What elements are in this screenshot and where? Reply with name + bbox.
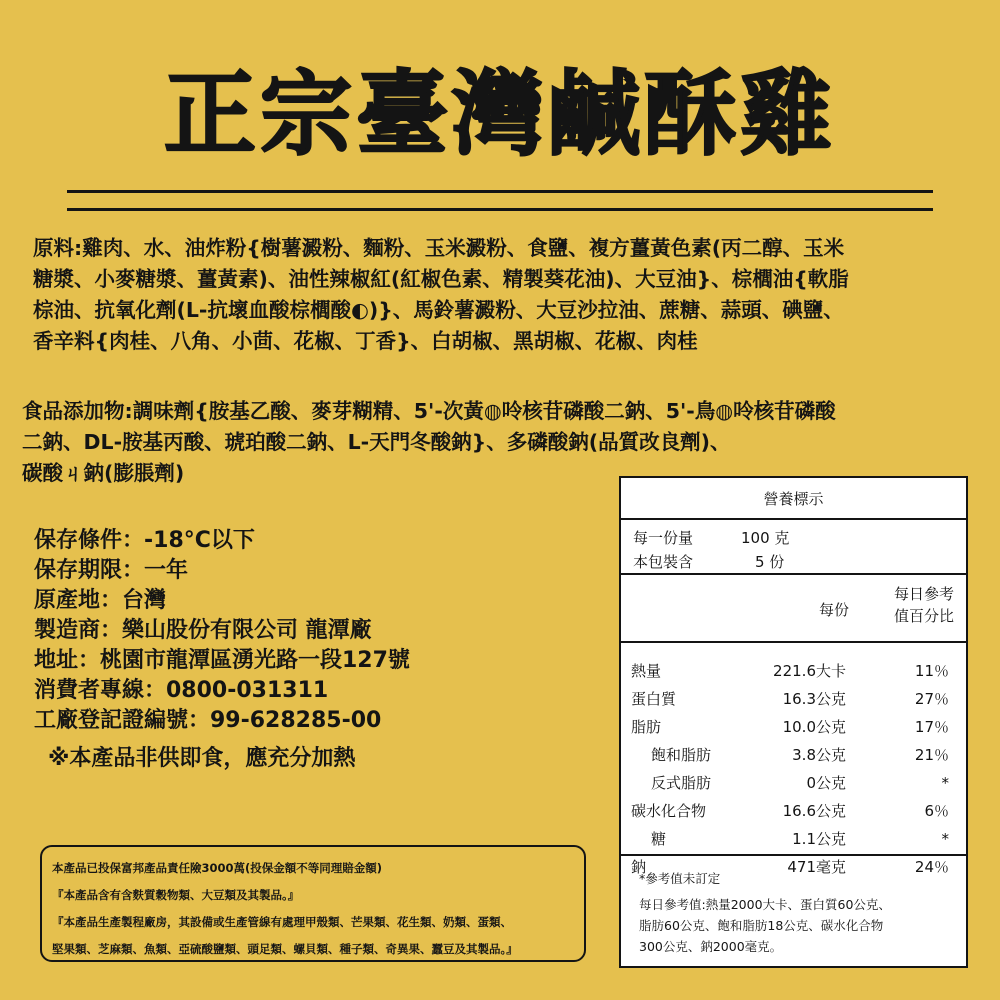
title-divider-bottom <box>67 208 933 211</box>
serving-size-value: 100 克 <box>741 529 790 547</box>
nutrient-amount: 1.1公克 <box>792 830 846 848</box>
nutrition-footnote <box>621 854 966 957</box>
nutrient-daily-percent: 17％ <box>914 718 949 736</box>
nutrient-name: 飽和脂肪 <box>651 746 712 764</box>
nutrient-row <box>621 741 966 769</box>
nutrient-daily-percent: 21％ <box>914 746 949 764</box>
additives-text: 食品添加物:調味劑{胺基乙酸、麥芽糊精、5'-次黃◍呤核苷磷酸二鈉、5'-鳥◍呤核苷磷酸 二鈉、DL-胺基丙酸、琥珀酸二鈉、L-天門冬酸鈉}、多磷酸鈉(品質改良劑)、 碳酸ㄐ鈉(膨脹劑) <box>22 399 836 485</box>
nutrient-amount: 471毫克 <box>787 858 846 876</box>
nutrient-amount: 3.8公克 <box>792 746 846 764</box>
serving-size-label: 每一份量 <box>633 529 694 547</box>
nutrient-daily-percent: 11％ <box>914 662 949 680</box>
nutrient-daily-percent: 6％ <box>924 802 949 820</box>
per-serving-header: 每份 <box>818 601 849 619</box>
heating-notice: ※本產品非供即食，應充分加熱 <box>48 746 356 771</box>
nutrient-row <box>621 713 966 741</box>
manufacturer: 製造商：樂山股份有限公司 龍潭廠 <box>34 618 372 643</box>
nutrient-name: 鈉 <box>631 858 647 876</box>
product-title: 正宗臺灣鹹酥雞 <box>163 61 836 168</box>
servings-per-package-label: 本包裝含 <box>633 553 694 571</box>
nutrient-row <box>621 769 966 797</box>
nutrient-amount: 221.6大卡 <box>773 662 846 680</box>
nutrient-rows <box>621 643 966 881</box>
insurance-line: 本產品已投保富邦產品責任險3000萬(投保金額不等同理賠金額) <box>52 861 383 875</box>
shelf-life: 保存期限：一年 <box>34 558 189 583</box>
nutrient-name: 蛋白質 <box>631 690 677 708</box>
product-info <box>34 526 594 736</box>
daily-value-header <box>874 583 954 627</box>
serving-info <box>621 520 966 575</box>
ingredients-text: 原料:雞肉、水、油炸粉{樹薯澱粉、麵粉、玉米澱粉、食鹽、複方薑黃色素(丙二醇、玉米 糖漿、小麥糖漿、薑黃素)、油性辣椒紅(紅椒色素、精製葵花油)、大豆油}、棕櫚油{軟脂 棕油、抗氧化劑(L-抗壞血酸棕櫚酸◐)}、馬鈴薯澱粉、大豆沙拉油、蔗糖、蒜頭、碘鹽、 香辛料{肉桂、八角、小茴、花椒、丁香}、白胡椒、黑胡椒、花椒、肉桂 <box>33 236 849 353</box>
servings-per-package-value: 5 份 <box>755 553 785 571</box>
origin: 原產地：台灣 <box>34 588 167 613</box>
nutrient-daily-percent: 24％ <box>914 858 949 876</box>
allergen-line: 『本產品含有含麩質穀物類、大豆類及其製品。』 <box>52 888 300 902</box>
nutrient-row <box>621 825 966 853</box>
nutrition-facts-panel <box>619 476 968 968</box>
title-divider-top <box>67 190 933 193</box>
nutrient-daily-percent: * <box>941 774 949 792</box>
nutrient-name: 熱量 <box>631 662 662 680</box>
nutrient-amount: 16.3公克 <box>782 690 846 708</box>
nutrient-name: 碳水化合物 <box>631 802 707 820</box>
nutrient-row <box>621 657 966 685</box>
daily-value-header-line1: 每日參考 <box>893 585 954 603</box>
nutrient-daily-percent: 27％ <box>914 690 949 708</box>
nutrient-row <box>621 797 966 825</box>
nutrient-daily-percent: * <box>941 830 949 848</box>
nutrient-name: 糖 <box>651 830 667 848</box>
facility-allergen-line-cont: 堅果類、芝麻類、魚類、亞硫酸鹽類、頭足類、螺貝類、種子類、奇異果、蠶豆及其製品。』 <box>52 942 518 956</box>
address: 地址：桃園市龍潭區湧光路一段127號 <box>34 648 410 673</box>
nutrient-name: 脂肪 <box>631 718 662 736</box>
daily-value-header-line2: 值百分比 <box>893 607 954 625</box>
nutrient-name: 反式脂肪 <box>651 774 712 792</box>
consumer-hotline: 消費者專線：0800-031311 <box>34 678 329 703</box>
facility-allergen-line: 『本產品生產製程廠房，其設備或生產管線有處理甲殼類、芒果類、花生類、奶類、蛋類、 <box>52 915 512 929</box>
nutrient-row <box>621 685 966 713</box>
nutrition-title: 營養標示 <box>621 478 966 520</box>
insurance-allergen-box <box>40 845 586 962</box>
footnote-asterisk: *參考值未訂定 <box>639 871 721 886</box>
nutrient-amount: 0公克 <box>806 774 846 792</box>
nutrition-column-header <box>621 575 966 643</box>
nutrient-amount: 16.6公克 <box>782 802 846 820</box>
factory-registration: 工廠登記證編號：99-628285-00 <box>34 708 382 733</box>
storage-condition: 保存條件：-18°C以下 <box>34 528 255 553</box>
daily-reference-values: 每日參考值:熱量2000大卡、蛋白質60公克、 脂肪60公克、飽和脂肪18公克、碳水化合物 300公克、鈉2000毫克。 <box>639 897 891 954</box>
nutrient-amount: 10.0公克 <box>782 718 846 736</box>
